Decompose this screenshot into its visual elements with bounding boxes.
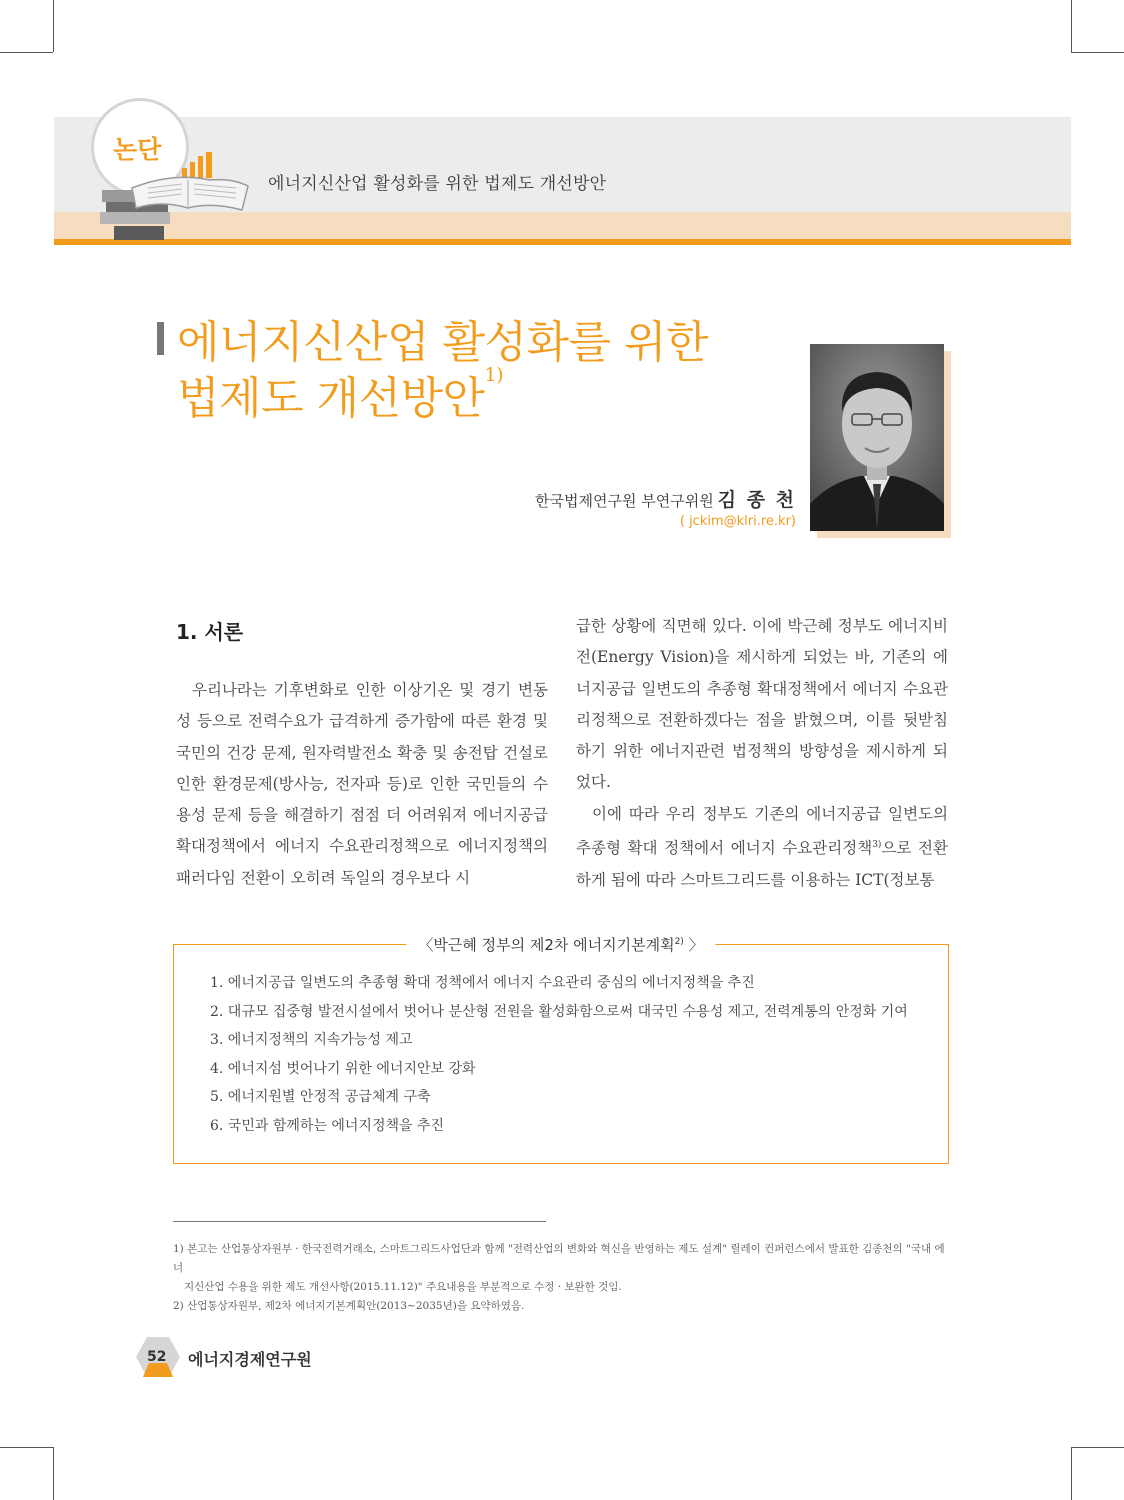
article-title-line-1: 에너지신산업 활성화를 위한 bbox=[177, 317, 709, 368]
bar-chart-icon bbox=[182, 152, 212, 178]
crop-mark-bottom-left-v bbox=[53, 1447, 54, 1500]
box-title-text: 〈박근혜 정부의 제2차 에너지기본계획 bbox=[418, 936, 675, 954]
box-title-end: 〉 bbox=[683, 936, 704, 954]
crop-mark-bottom-right-h bbox=[1071, 1447, 1124, 1448]
footnote-divider bbox=[173, 1221, 546, 1222]
list-item: 4. 에너지섬 벗어나기 위한 에너지안보 강화 bbox=[210, 1060, 476, 1077]
author-name: 김 종 천 bbox=[717, 489, 796, 511]
page-number: 52 bbox=[147, 1349, 167, 1365]
author-line bbox=[535, 485, 796, 512]
author-email: ( jckim@klri.re.kr) bbox=[679, 514, 796, 529]
body-column-right bbox=[576, 611, 948, 896]
plan-summary-box bbox=[173, 936, 949, 1164]
banner-subtitle: 에너지신산업 활성화를 위한 법제도 개선방안 bbox=[268, 174, 607, 194]
footnote-1-continued: 지신산업 수용을 위한 제도 개선사항(2015.11.12)" 주요내용을 부분적으로 수정 · 보완한 것임. bbox=[184, 1281, 622, 1293]
body-column-left bbox=[176, 675, 548, 894]
list-item: 1. 에너지공급 일변도의 추종형 확대 정책에서 에너지 수요관리 중심의 에너지정책을 추진 bbox=[210, 975, 755, 991]
body-paragraph: 우리나라는 기후변화로 인한 이상기온 및 경기 변동성 등으로 전력수요가 급격하게 증가함에 따른 환경 및 국민의 건강 문제, 원자력발전소 확충 및 송전탑 건설로 인한 환경문제(방사능, 전자파 등)로 인한 국민들의 수용성 문제 등을 해결하기 점점 더 어려워져 에너지공급 확대정책에서 에너지 수요관리정책으로 에너지정책의 패러다임 전환이 오히려 독일의 경우보다 시 bbox=[176, 681, 548, 887]
list-item: 3. 에너지정책의 지속가능성 제고 bbox=[210, 1032, 413, 1048]
body-paragraph bbox=[576, 799, 948, 896]
footnote-ref: 3) bbox=[872, 840, 882, 851]
body-paragraph: 급한 상황에 직면해 있다. 이에 박근혜 정부도 에너지비전(Energy Vision)을 제시하게 되었는 바, 기존의 에너지공급 일변도의 추종형 확대정책에서 에너지 수요관리정책으로 전환하겠다는 점을 밝혔으며, 이를 뒷받침하기 위한 에너지관련 법정책의 방향성을 제시하게 되었다. bbox=[576, 617, 948, 792]
book-stack-illustration bbox=[92, 150, 252, 242]
list-item: 5. 에너지원별 안정적 공급체계 구축 bbox=[210, 1089, 431, 1105]
footnotes bbox=[173, 1240, 949, 1316]
title-footnote-ref: 1) bbox=[484, 364, 504, 386]
box-title bbox=[406, 934, 715, 955]
crop-mark-top-left-v bbox=[53, 0, 54, 52]
publisher-name: 에너지경제연구원 bbox=[188, 1350, 312, 1369]
title-marker-bar bbox=[157, 322, 164, 355]
body-text: 이에 따라 우리 정부도 기존의 에너지공급 일변도의 추종형 확대 정책에서 에너지 수요관리정책 bbox=[576, 804, 948, 858]
plan-list bbox=[210, 969, 908, 1140]
body-text: 으로 전환하게 됨에 따라 스마트그리드를 이용하는 ICT(정보통 bbox=[576, 839, 948, 889]
list-item: 2. 대규모 집중형 발전시설에서 벗어나 분산형 전원을 활성화함으로써 대국민 수용성 제고, 전력계통의 안정화 기여 bbox=[210, 1003, 908, 1020]
crop-mark-top-right-v bbox=[1071, 0, 1072, 52]
author-affiliation: 한국법제연구원 부연구위원 bbox=[535, 492, 714, 510]
article-title-line-2-text: 법제도 개선방안 bbox=[177, 373, 485, 424]
portrait-photo bbox=[810, 344, 944, 531]
crop-mark-top-right-h bbox=[1071, 52, 1124, 53]
box-title-footnote-ref: 2) bbox=[674, 937, 684, 947]
crop-mark-bottom-left-h bbox=[0, 1447, 53, 1448]
crop-mark-bottom-right-v bbox=[1071, 1447, 1072, 1500]
section-label: 논단 bbox=[113, 135, 162, 164]
article-title-line-2 bbox=[177, 362, 503, 426]
footnote-2: 2) 산업통상자원부, 제2차 에너지기본계획안(2013~2035년)을 요약하였음. bbox=[173, 1300, 525, 1312]
section-heading: 1. 서론 bbox=[176, 620, 244, 644]
footnote-1: 1) 본고는 산업통상자원부 · 한국전력거래소, 스마트그리드사업단과 함께 "전력산업의 변화와 혁신을 반영하는 제도 설계" 릴레이 컨퍼런스에서 발표한 김종천의 "국내 에너 bbox=[173, 1243, 945, 1274]
list-item: 6. 국민과 함께하는 에너지정책을 추진 bbox=[210, 1117, 445, 1134]
crop-mark-top-left-h bbox=[0, 52, 53, 53]
